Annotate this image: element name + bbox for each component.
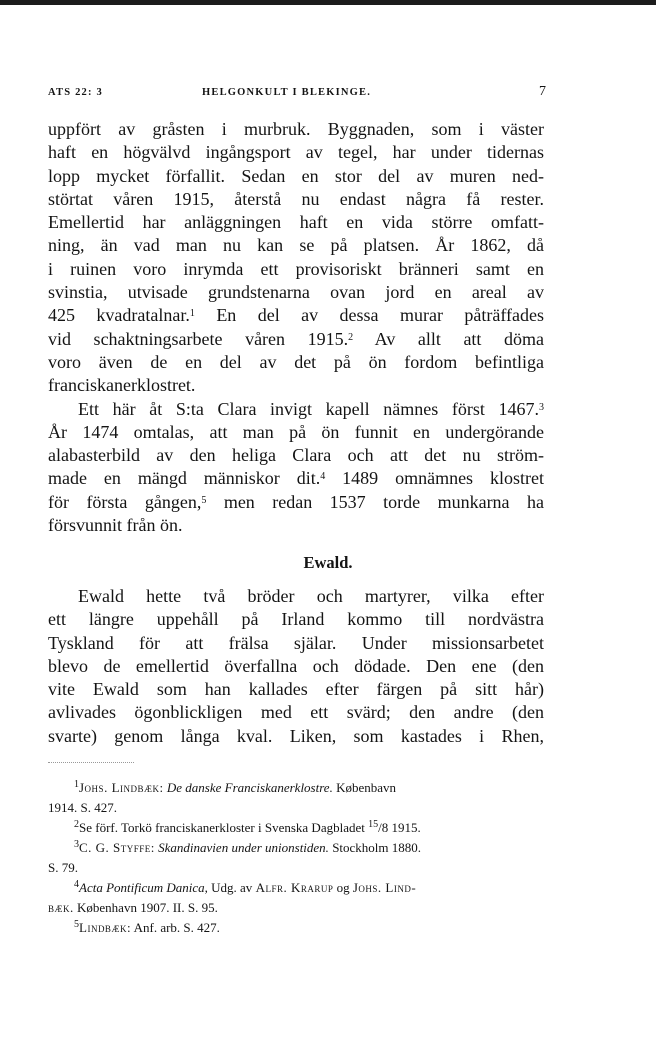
text-line: alabasterbild av den heliga Clara och att det nu ström-	[48, 445, 544, 466]
footnote-ref[interactable]: 1	[189, 308, 195, 320]
footnote-rule	[48, 762, 134, 763]
body-text-top	[48, 118, 544, 537]
text-line: lopp mycket förfallit. Sedan en stor del av muren ned-	[48, 165, 544, 186]
text-line: svarte) genom långa kval. Liken, som kastades i Rhen,	[48, 725, 544, 746]
text-line: ning, än vad man nu kan se på platsen. År 1862, då	[48, 235, 544, 256]
text-line: ett längre uppehåll på Irland kommo till nordvästra	[48, 609, 544, 630]
footnote-ref[interactable]: 3	[539, 401, 544, 413]
page-number: 7	[539, 84, 546, 99]
footnote-4: $^4$Acta Pontificum Danica, Udg. av Alfr. Krarup og Johs. Lind-	[74, 879, 417, 895]
footnote-ref[interactable]: 2	[348, 331, 354, 343]
text-line: made en mängd människor dit.$^4$ 1489 omnämnes klostret	[48, 468, 544, 489]
footnote-2: $^2$Se förf. Torkö franciskanerkloster i Svenska Dagbladet $^{15}$/8 1915.	[74, 819, 421, 835]
footnote-1: $^1$Johs. Lindbæk: De danske Franciskanerklostre. Købenbavn	[74, 779, 397, 795]
footnote-1-cont: 1914. S. 427.	[48, 800, 117, 815]
text-line: svinstia, utvisade grundstenarna ovan jord en areal av	[48, 282, 544, 303]
footnote-5: $^5$Lindbæk: Anf. arb. S. 427.	[74, 919, 220, 935]
text-line: försvunnit från ön.	[48, 515, 183, 536]
running-header	[48, 84, 546, 103]
text-line: Emellertid har anläggningen haft en vida större omfatt-	[48, 212, 544, 233]
footnotes	[48, 778, 544, 938]
text-line: blevo de emellertid överfallna och dödade. Den ene (den	[48, 655, 544, 676]
footnote-ref[interactable]: 5	[201, 494, 207, 506]
section-heading: Ewald.	[303, 553, 353, 572]
footnote-3: $^3$C. G. Styffe: Skandinavien under unionstiden. Stockholm 1880.	[74, 839, 422, 855]
running-title: HELGONKULT I BLEKINGE.	[202, 87, 372, 98]
text-line: uppfört av gråsten i murbruk. Byggnaden, som i väster	[48, 119, 544, 139]
text-line: voro även de en del av det på ön fordom befintliga	[48, 351, 544, 372]
series-label: ATS 22: 3	[48, 87, 103, 98]
text-line: Tyskland för att frälsa själar. Under missionsarbetet	[48, 632, 544, 653]
text-line: 425 kvadratalnar.$^1$ En del av dessa murar påträffades	[48, 305, 544, 326]
text-line: störtat våren 1915, återstå nu endast några få rester.	[48, 188, 544, 209]
text-line: vid schaktningsarbete våren 1915.$^2$ Av allt att döma	[48, 328, 544, 349]
body-text-bottom	[48, 585, 544, 748]
text-line: franciskanerklostret.	[48, 375, 196, 396]
text-line: för första gången,$^5$ men redan 1537 torde munkarna ha	[48, 491, 544, 512]
footnote-ref[interactable]: 4	[320, 471, 326, 483]
text-line: avlivades ögonblickligen med ett svärd; den andre (den	[48, 702, 544, 723]
footnote-3-cont: S. 79.	[48, 860, 78, 875]
top-border	[0, 0, 656, 5]
text-line: vite Ewald som han kallades efter färgen på sitt hår)	[48, 679, 544, 700]
text-line: Ett här åt S:ta Clara invigt kapell nämnes först 1467.$^3$	[78, 398, 544, 419]
text-line: År 1474 omtalas, att man på ön funnit en undergörande	[48, 421, 544, 442]
text-line: Ewald hette två bröder och martyrer, vilka efter	[78, 586, 544, 606]
footnote-4-cont: bæk. København 1907. II. S. 95.	[48, 900, 218, 915]
text-line: i ruinen voro inrymda ett provisoriskt bränneri samt en	[48, 258, 544, 279]
text-line: haft en högvälvd ingångsport av tegel, har under tidernas	[48, 142, 544, 163]
